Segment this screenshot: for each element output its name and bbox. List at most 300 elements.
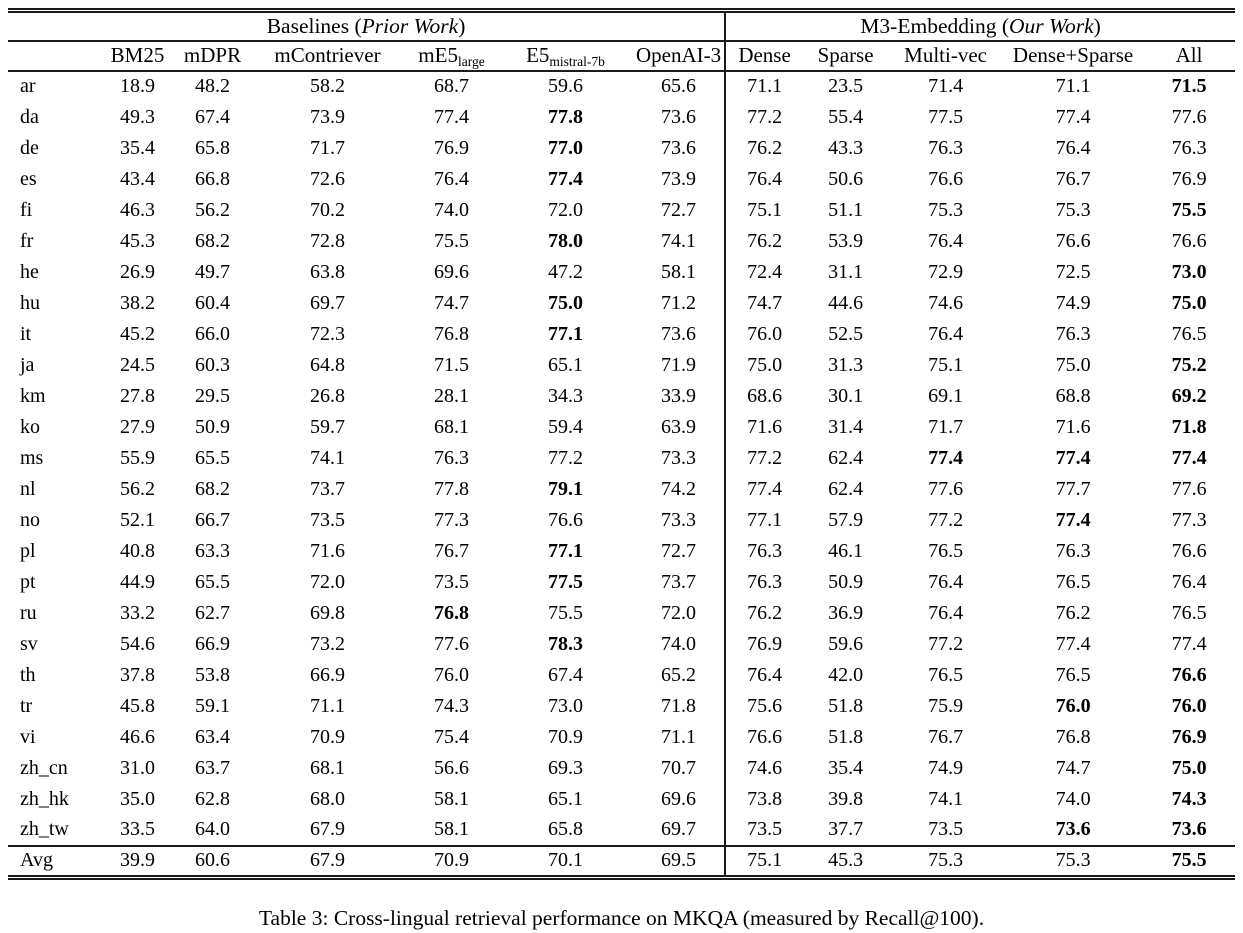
cell-th-6: 76.4 xyxy=(725,660,803,691)
cell-ms-3: 76.3 xyxy=(434,446,469,469)
cell-tr-5: 71.8 xyxy=(661,694,697,717)
cell-tr-7: 51.8 xyxy=(828,694,864,717)
col-header-subscript: mistral-7b xyxy=(549,54,605,69)
cell-hu-10: 75.0 xyxy=(1171,291,1207,314)
cell-hu-2: 69.7 xyxy=(310,291,345,314)
cell-es-2: 72.6 xyxy=(310,167,345,190)
cell-zh_tw-3: 58.1 xyxy=(434,818,469,840)
results-table xyxy=(8,8,1235,880)
cell-vi-3: 75.4 xyxy=(434,725,469,748)
table-row xyxy=(8,412,1235,443)
cell-km-2: 26.8 xyxy=(310,384,345,407)
cell-pt-6: 76.3 xyxy=(725,567,803,598)
cell-ja-4: 65.1 xyxy=(548,353,583,376)
cell-tr-8: 75.9 xyxy=(928,694,964,717)
cell-it-9: 76.3 xyxy=(1055,322,1091,345)
cell-fi-7: 51.1 xyxy=(828,198,864,221)
cell-ar-5: 65.6 xyxy=(661,75,697,97)
row-label-tr: tr xyxy=(20,694,33,717)
cell-it-5: 73.6 xyxy=(661,322,697,345)
cell-es-8: 76.6 xyxy=(928,167,964,190)
table-row xyxy=(8,71,1235,102)
table-row xyxy=(8,536,1235,567)
row-label-no: no xyxy=(20,508,40,531)
cell-tr-4: 73.0 xyxy=(548,694,583,717)
cell-fi-9: 75.3 xyxy=(1055,198,1091,221)
cell-ar-2: 58.2 xyxy=(310,75,345,97)
cell-zh_hk-5: 69.6 xyxy=(661,787,697,810)
col-header-sparse xyxy=(803,41,888,71)
table-row xyxy=(8,815,1235,846)
cell-ko-4: 59.4 xyxy=(548,415,583,438)
cell-fi-0: 46.3 xyxy=(120,198,155,221)
cell-zh_cn-1: 63.7 xyxy=(195,756,230,779)
row-label-pt: pt xyxy=(20,570,36,593)
cell-pt-9: 76.5 xyxy=(1055,570,1091,593)
cell-zh_cn-4: 69.3 xyxy=(548,756,583,779)
cell-tr-9: 76.0 xyxy=(1055,694,1091,717)
cell-km-10: 69.2 xyxy=(1171,384,1207,407)
cell-pl-3: 76.7 xyxy=(434,539,469,562)
table-row xyxy=(8,133,1235,164)
row-label-fr: fr xyxy=(20,229,34,252)
cell-avg-3: 70.9 xyxy=(405,846,498,878)
cell-avg-9: 75.3 xyxy=(1003,846,1143,878)
cell-zh_hk-0: 35.0 xyxy=(120,787,155,810)
cell-pl-0: 40.8 xyxy=(120,539,155,562)
cell-he-6: 72.4 xyxy=(725,257,803,288)
cell-zh_hk-1: 62.8 xyxy=(195,787,230,810)
cell-tr-3: 74.3 xyxy=(434,694,469,717)
cell-da-1: 67.4 xyxy=(195,105,230,128)
cell-ru-2: 69.8 xyxy=(310,601,345,624)
cell-no-7: 57.9 xyxy=(828,508,864,531)
cell-ja-0: 24.5 xyxy=(120,353,155,376)
cell-km-1: 29.5 xyxy=(195,384,230,407)
cell-fr-8: 76.4 xyxy=(928,229,964,252)
cell-hu-3: 74.7 xyxy=(434,291,469,314)
cell-ms-1: 65.5 xyxy=(195,446,230,469)
cell-km-8: 69.1 xyxy=(928,384,964,407)
cell-zh_hk-9: 74.0 xyxy=(1055,787,1091,810)
group-header-baselines xyxy=(8,11,725,41)
cell-zh_tw-7: 37.7 xyxy=(828,818,864,840)
cell-ru-3: 76.8 xyxy=(434,601,469,624)
cell-km-7: 30.1 xyxy=(828,384,864,407)
cell-ja-2: 64.8 xyxy=(310,353,345,376)
cell-es-7: 50.6 xyxy=(828,167,864,190)
cell-ar-8: 71.4 xyxy=(928,75,964,97)
cell-sv-2: 73.2 xyxy=(310,632,345,655)
cell-hu-6: 74.7 xyxy=(725,288,803,319)
cell-he-9: 72.5 xyxy=(1055,260,1091,283)
cell-de-9: 76.4 xyxy=(1055,136,1091,159)
col-header-text: Dense xyxy=(738,43,791,67)
cell-fi-2: 70.2 xyxy=(310,198,345,221)
cell-pl-1: 63.3 xyxy=(195,539,230,562)
cell-da-2: 73.9 xyxy=(310,105,345,128)
cell-es-6: 76.4 xyxy=(725,164,803,195)
cell-hu-7: 44.6 xyxy=(828,291,864,314)
table-row xyxy=(8,226,1235,257)
table-body xyxy=(8,71,1235,878)
group-header-suffix: ) xyxy=(1093,13,1101,38)
cell-ms-9: 77.4 xyxy=(1055,446,1091,469)
col-header-all xyxy=(1143,41,1235,71)
cell-ms-8: 77.4 xyxy=(928,446,964,469)
row-label-he: he xyxy=(20,260,39,283)
cell-pt-7: 50.9 xyxy=(828,570,864,593)
row-label-sv: sv xyxy=(20,632,38,655)
cell-de-4: 77.0 xyxy=(548,136,583,159)
cell-ja-6: 75.0 xyxy=(725,350,803,381)
cell-no-4: 76.6 xyxy=(548,508,583,531)
cell-it-6: 76.0 xyxy=(725,319,803,350)
cell-vi-2: 70.9 xyxy=(310,725,345,748)
row-label-zh_tw: zh_tw xyxy=(20,818,69,840)
cell-fr-10: 76.6 xyxy=(1171,229,1207,252)
table-row xyxy=(8,660,1235,691)
col-header-text: OpenAI-3 xyxy=(635,43,722,67)
cell-fi-6: 75.1 xyxy=(725,195,803,226)
cell-de-5: 73.6 xyxy=(661,136,697,159)
cell-da-10: 77.6 xyxy=(1171,105,1207,128)
cell-ko-6: 71.6 xyxy=(725,412,803,443)
group-header-italic: Our Work xyxy=(1009,13,1094,38)
cell-th-1: 53.8 xyxy=(195,663,230,686)
cell-ru-5: 72.0 xyxy=(661,601,697,624)
table-row xyxy=(8,381,1235,412)
cell-zh_cn-9: 74.7 xyxy=(1055,756,1091,779)
cell-no-1: 66.7 xyxy=(195,508,230,531)
cell-es-10: 76.9 xyxy=(1171,167,1207,190)
cell-nl-2: 73.7 xyxy=(310,477,345,500)
cell-sv-5: 74.0 xyxy=(661,632,697,655)
cell-da-9: 77.4 xyxy=(1055,105,1091,128)
cell-no-8: 77.2 xyxy=(928,508,964,531)
table-row xyxy=(8,164,1235,195)
cell-th-4: 67.4 xyxy=(548,663,583,686)
cell-ar-7: 23.5 xyxy=(828,75,864,97)
cell-de-1: 65.8 xyxy=(195,136,230,159)
col-header-dense-sparse xyxy=(1003,41,1143,71)
cell-ms-6: 77.2 xyxy=(725,443,803,474)
cell-zh_tw-8: 73.5 xyxy=(928,818,964,840)
cell-nl-4: 79.1 xyxy=(548,477,583,500)
cell-he-4: 47.2 xyxy=(548,260,583,283)
row-label-vi: vi xyxy=(20,725,36,748)
cell-vi-7: 51.8 xyxy=(828,725,864,748)
cell-ja-5: 71.9 xyxy=(661,353,697,376)
cell-ms-2: 74.1 xyxy=(310,446,345,469)
cell-sv-6: 76.9 xyxy=(725,629,803,660)
cell-zh_hk-4: 65.1 xyxy=(548,787,583,810)
col-header-subscript: large xyxy=(457,54,485,69)
cell-it-8: 76.4 xyxy=(928,322,964,345)
table-row xyxy=(8,443,1235,474)
cell-de-6: 76.2 xyxy=(725,133,803,164)
cell-fr-6: 76.2 xyxy=(725,226,803,257)
cell-th-3: 76.0 xyxy=(434,663,469,686)
cell-vi-5: 71.1 xyxy=(661,725,697,748)
corner-cell xyxy=(8,41,100,71)
cell-es-9: 76.7 xyxy=(1055,167,1091,190)
cell-pt-0: 44.9 xyxy=(120,570,155,593)
cell-zh_cn-2: 68.1 xyxy=(310,756,345,779)
table-row xyxy=(8,195,1235,226)
cell-de-8: 76.3 xyxy=(928,136,964,159)
cell-avg-1: 60.6 xyxy=(175,846,250,878)
table-row xyxy=(8,598,1235,629)
cell-vi-10: 76.9 xyxy=(1171,725,1207,748)
table-row xyxy=(8,691,1235,722)
cell-zh_cn-5: 70.7 xyxy=(661,756,697,779)
cell-ko-2: 59.7 xyxy=(310,415,345,438)
cell-hu-5: 71.2 xyxy=(661,291,697,314)
col-header-text: All xyxy=(1175,43,1203,67)
cell-zh_cn-0: 31.0 xyxy=(120,756,155,779)
table-row xyxy=(8,753,1235,784)
cell-th-0: 37.8 xyxy=(120,663,155,686)
cell-km-9: 68.8 xyxy=(1055,384,1091,407)
cell-da-5: 73.6 xyxy=(661,105,697,128)
cell-pl-7: 46.1 xyxy=(828,539,864,562)
cell-fr-4: 78.0 xyxy=(548,229,583,252)
row-label-th: th xyxy=(20,663,36,686)
cell-vi-9: 76.8 xyxy=(1055,725,1091,748)
cell-es-0: 43.4 xyxy=(120,167,155,190)
cell-fi-5: 72.7 xyxy=(661,198,697,221)
col-header-text: mE5 xyxy=(418,43,458,67)
cell-no-3: 77.3 xyxy=(434,508,469,531)
cell-zh_cn-10: 75.0 xyxy=(1171,756,1207,779)
cell-ko-0: 27.9 xyxy=(120,415,155,438)
cell-ja-10: 75.2 xyxy=(1171,353,1207,376)
cell-nl-8: 77.6 xyxy=(928,477,964,500)
table-head xyxy=(8,11,1235,71)
group-header-italic: Prior Work xyxy=(361,13,459,38)
cell-no-9: 77.4 xyxy=(1055,508,1091,531)
cell-ja-7: 31.3 xyxy=(828,353,864,376)
cell-it-2: 72.3 xyxy=(310,322,345,345)
cell-zh_tw-1: 64.0 xyxy=(195,818,230,840)
cell-no-6: 77.1 xyxy=(725,505,803,536)
cell-ms-4: 77.2 xyxy=(548,446,583,469)
cell-ja-9: 75.0 xyxy=(1055,353,1091,376)
cell-fi-8: 75.3 xyxy=(928,198,964,221)
cell-zh_hk-10: 74.3 xyxy=(1171,787,1207,810)
cell-avg-5: 69.5 xyxy=(633,846,725,878)
row-label-zh_cn: zh_cn xyxy=(20,756,68,779)
cell-nl-3: 77.8 xyxy=(434,477,469,500)
row-label-zh_hk: zh_hk xyxy=(20,787,69,810)
cell-it-1: 66.0 xyxy=(195,322,230,345)
cell-hu-0: 38.2 xyxy=(120,291,155,314)
cell-fr-2: 72.8 xyxy=(310,229,345,252)
cell-pt-3: 73.5 xyxy=(434,570,469,593)
cell-sv-0: 54.6 xyxy=(120,632,155,655)
col-header-mcontriever xyxy=(250,41,405,71)
cell-fi-3: 74.0 xyxy=(434,198,469,221)
cell-th-9: 76.5 xyxy=(1055,663,1091,686)
cell-fr-9: 76.6 xyxy=(1055,229,1091,252)
cell-ar-6: 71.1 xyxy=(725,71,803,102)
row-label-ja: ja xyxy=(20,353,35,376)
cell-ms-7: 62.4 xyxy=(828,446,864,469)
cell-ru-0: 33.2 xyxy=(120,601,155,624)
avg-row xyxy=(8,846,1235,878)
cell-fi-10: 75.5 xyxy=(1171,198,1207,221)
cell-ko-5: 63.9 xyxy=(661,415,697,438)
table-row xyxy=(8,505,1235,536)
table-caption: Table 3: Cross-lingual retrieval performance on MKQA (measured by Recall@100). xyxy=(258,906,985,930)
cell-ko-7: 31.4 xyxy=(828,415,864,438)
cell-no-5: 73.3 xyxy=(661,508,697,531)
cell-zh_hk-6: 73.8 xyxy=(725,784,803,815)
cell-nl-7: 62.4 xyxy=(828,477,864,500)
table-row xyxy=(8,257,1235,288)
cell-ru-8: 76.4 xyxy=(928,601,964,624)
cell-sv-3: 77.6 xyxy=(434,632,469,655)
cell-ru-7: 36.9 xyxy=(828,601,864,624)
cell-de-7: 43.3 xyxy=(828,136,864,159)
cell-es-3: 76.4 xyxy=(434,167,469,190)
cell-no-0: 52.1 xyxy=(120,508,155,531)
cell-pt-8: 76.4 xyxy=(928,570,964,593)
table-row xyxy=(8,629,1235,660)
cell-he-10: 73.0 xyxy=(1171,260,1207,283)
col-header-text: BM25 xyxy=(110,43,165,67)
cell-da-3: 77.4 xyxy=(434,105,469,128)
cell-avg-4: 70.1 xyxy=(498,846,633,878)
cell-km-0: 27.8 xyxy=(120,384,155,407)
cell-pt-5: 73.7 xyxy=(661,570,697,593)
cell-zh_tw-6: 73.5 xyxy=(725,815,803,846)
cell-ko-3: 68.1 xyxy=(434,415,469,438)
cell-zh_hk-3: 58.1 xyxy=(434,787,469,810)
cell-ko-10: 71.8 xyxy=(1171,415,1207,438)
cell-nl-1: 68.2 xyxy=(195,477,230,500)
table-row xyxy=(8,288,1235,319)
cell-ar-1: 48.2 xyxy=(195,75,230,97)
cell-hu-1: 60.4 xyxy=(195,291,230,314)
cell-km-5: 33.9 xyxy=(661,384,697,407)
table-row xyxy=(8,722,1235,753)
col-header-bm25 xyxy=(100,41,175,71)
cell-hu-9: 74.9 xyxy=(1055,291,1091,314)
cell-fr-7: 53.9 xyxy=(828,229,864,252)
cell-ko-8: 71.7 xyxy=(928,415,964,438)
cell-zh_cn-6: 74.6 xyxy=(725,753,803,784)
cell-km-4: 34.3 xyxy=(548,384,583,407)
cell-da-6: 77.2 xyxy=(725,102,803,133)
cell-ja-3: 71.5 xyxy=(434,353,469,376)
cell-vi-1: 63.4 xyxy=(195,725,230,748)
cell-he-3: 69.6 xyxy=(434,260,469,283)
cell-th-10: 76.6 xyxy=(1171,663,1207,686)
col-header-text: mDPR xyxy=(183,43,242,67)
col-header-dense xyxy=(725,41,803,71)
cell-ja-8: 75.1 xyxy=(928,353,964,376)
cell-th-2: 66.9 xyxy=(310,663,345,686)
col-header-text: mContriever xyxy=(274,43,381,67)
cell-pt-1: 65.5 xyxy=(195,570,230,593)
cell-tr-10: 76.0 xyxy=(1171,694,1207,717)
cell-de-2: 71.7 xyxy=(310,136,345,159)
cell-zh_cn-3: 56.6 xyxy=(434,756,469,779)
row-label-ar: ar xyxy=(20,75,36,97)
cell-hu-4: 75.0 xyxy=(548,291,583,314)
row-label-km: km xyxy=(20,384,46,407)
cell-ru-6: 76.2 xyxy=(725,598,803,629)
cell-nl-6: 77.4 xyxy=(725,474,803,505)
cell-pt-2: 72.0 xyxy=(310,570,345,593)
cell-it-10: 76.5 xyxy=(1171,322,1207,345)
cell-ar-0: 18.9 xyxy=(120,75,155,97)
cell-da-7: 55.4 xyxy=(828,105,864,128)
cell-km-3: 28.1 xyxy=(434,384,469,407)
row-label-ru: ru xyxy=(20,601,37,624)
cell-he-0: 26.9 xyxy=(120,260,155,283)
table-row xyxy=(8,784,1235,815)
cell-ru-1: 62.7 xyxy=(195,601,230,624)
row-label-de: de xyxy=(20,136,39,159)
cell-zh_tw-4: 65.8 xyxy=(548,818,583,840)
cell-da-4: 77.8 xyxy=(548,105,583,128)
col-header-text: Dense+Sparse xyxy=(1012,43,1134,67)
col-header-e5 xyxy=(498,41,633,71)
col-header-text: Multi-vec xyxy=(904,43,987,67)
cell-ms-10: 77.4 xyxy=(1171,446,1207,469)
cell-ru-10: 76.5 xyxy=(1171,601,1207,624)
cell-it-0: 45.2 xyxy=(120,322,155,345)
cell-vi-8: 76.7 xyxy=(928,725,964,748)
table-row xyxy=(8,350,1235,381)
cell-nl-9: 77.7 xyxy=(1055,477,1091,500)
cell-he-7: 31.1 xyxy=(828,260,864,283)
table-row xyxy=(8,319,1235,350)
cell-zh_hk-8: 74.1 xyxy=(928,787,964,810)
cell-zh_tw-5: 69.7 xyxy=(661,818,697,840)
cell-sv-7: 59.6 xyxy=(828,632,864,655)
cell-hu-8: 74.6 xyxy=(928,291,964,314)
row-label-ms: ms xyxy=(20,446,44,469)
table-row xyxy=(8,102,1235,133)
cell-nl-0: 56.2 xyxy=(120,477,155,500)
row-label-pl: pl xyxy=(20,539,36,562)
cell-zh_tw-10: 73.6 xyxy=(1171,818,1207,840)
cell-da-0: 49.3 xyxy=(120,105,155,128)
cell-pt-10: 76.4 xyxy=(1171,570,1207,593)
cell-avg-8: 75.3 xyxy=(888,846,1003,878)
cell-th-8: 76.5 xyxy=(928,663,964,686)
cell-es-5: 73.9 xyxy=(661,167,697,190)
cell-th-7: 42.0 xyxy=(828,663,864,686)
group-header-m3-embedding xyxy=(725,11,1235,41)
group-header-prefix: Baselines ( xyxy=(266,13,362,38)
cell-zh_cn-8: 74.9 xyxy=(928,756,964,779)
table-row xyxy=(8,474,1235,505)
cell-es-4: 77.4 xyxy=(548,167,583,190)
cell-de-3: 76.9 xyxy=(434,136,469,159)
cell-ko-1: 50.9 xyxy=(195,415,230,438)
cell-he-1: 49.7 xyxy=(195,260,230,283)
cell-no-2: 73.5 xyxy=(310,508,345,531)
cell-pl-8: 76.5 xyxy=(928,539,964,562)
cell-ru-4: 75.5 xyxy=(548,601,583,624)
row-label-nl: nl xyxy=(20,477,36,500)
cell-ms-0: 55.9 xyxy=(120,446,155,469)
